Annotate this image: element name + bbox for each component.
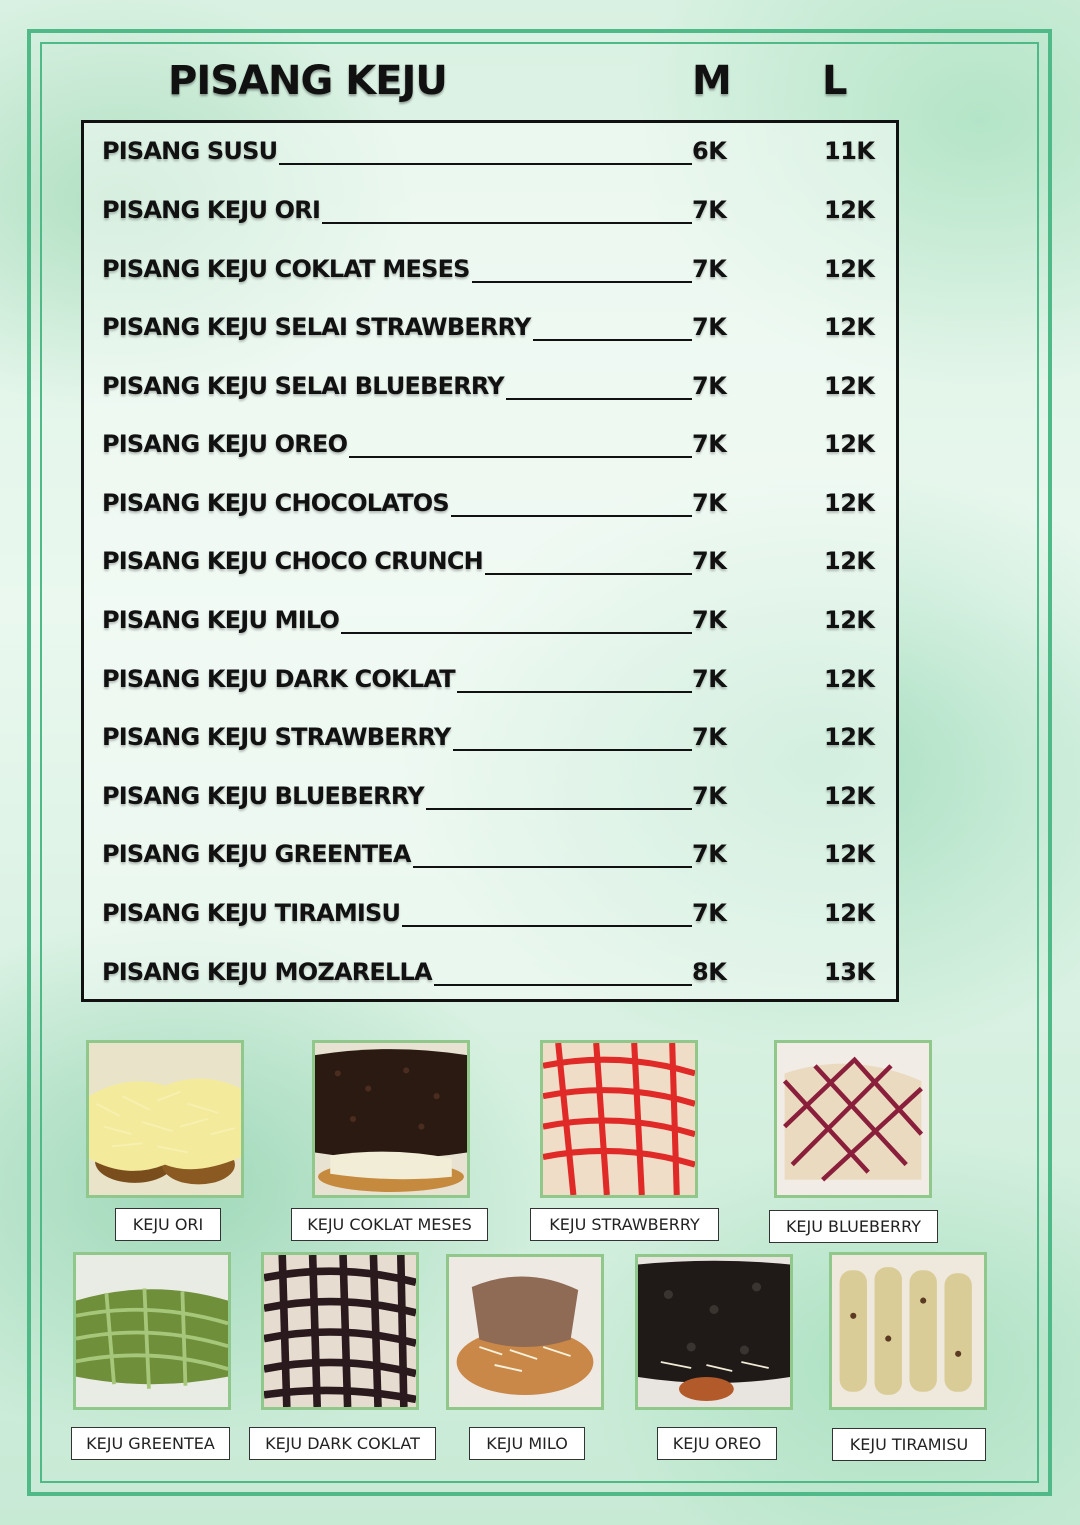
menu-item-name: PISANG KEJU SELAI BLUEBERRY bbox=[102, 372, 504, 400]
caption-keju-greentea: KEJU GREENTEA bbox=[71, 1427, 230, 1460]
photo-keju-coklat-meses bbox=[312, 1040, 470, 1198]
price-m: 7K bbox=[692, 489, 727, 517]
column-header-m: M bbox=[692, 58, 731, 104]
leader-line bbox=[349, 456, 692, 458]
menu-item bbox=[102, 952, 882, 992]
price-l: 12K bbox=[824, 313, 875, 341]
leader-line bbox=[533, 339, 692, 341]
menu-item bbox=[102, 307, 882, 347]
tiramisu-sauce-image bbox=[832, 1255, 984, 1407]
leader-line bbox=[451, 515, 692, 517]
price-m: 7K bbox=[692, 430, 727, 458]
price-l: 12K bbox=[824, 899, 875, 927]
price-m: 7K bbox=[692, 606, 727, 634]
menu-item bbox=[102, 600, 882, 640]
oreo-crumbs-image bbox=[638, 1257, 790, 1407]
menu-title: PISANG KEJU bbox=[168, 58, 447, 104]
photo-keju-oreo bbox=[635, 1254, 793, 1410]
menu-item bbox=[102, 366, 882, 406]
price-l: 13K bbox=[824, 958, 875, 986]
menu-item bbox=[102, 190, 882, 230]
menu-item bbox=[102, 834, 882, 874]
column-header-l: L bbox=[822, 58, 847, 104]
cheese-banana-image bbox=[89, 1043, 241, 1195]
price-m: 7K bbox=[692, 313, 727, 341]
leader-line bbox=[472, 281, 692, 283]
menu-item bbox=[102, 717, 882, 757]
price-m: 7K bbox=[692, 665, 727, 693]
leader-line bbox=[322, 222, 692, 224]
price-l: 12K bbox=[824, 430, 875, 458]
caption-keju-coklat-meses: KEJU COKLAT MESES bbox=[291, 1208, 488, 1241]
price-m: 8K bbox=[692, 958, 727, 986]
price-m: 7K bbox=[692, 547, 727, 575]
leader-line bbox=[426, 808, 692, 810]
menu-item-name: PISANG KEJU MILO bbox=[102, 606, 340, 634]
price-l: 12K bbox=[824, 723, 875, 751]
menu-item-name: PISANG KEJU MOZARELLA bbox=[102, 958, 432, 986]
price-m: 7K bbox=[692, 899, 727, 927]
menu-item bbox=[102, 541, 882, 581]
price-l: 12K bbox=[824, 255, 875, 283]
blueberry-sauce-image bbox=[777, 1043, 929, 1195]
caption-keju-milo: KEJU MILO bbox=[469, 1427, 585, 1460]
menu-item-name: PISANG SUSU bbox=[102, 137, 278, 165]
caption-keju-blueberry: KEJU BLUEBERRY bbox=[769, 1210, 938, 1243]
caption-keju-tiramisu: KEJU TIRAMISU bbox=[832, 1428, 986, 1461]
price-m: 7K bbox=[692, 196, 727, 224]
menu-item-name: PISANG KEJU TIRAMISU bbox=[102, 899, 401, 927]
menu-item bbox=[102, 131, 882, 171]
photo-keju-ori bbox=[86, 1040, 244, 1198]
photo-keju-strawberry bbox=[540, 1040, 698, 1198]
menu-price-list bbox=[81, 120, 899, 1002]
menu-item-name: PISANG KEJU BLUEBERRY bbox=[102, 782, 424, 810]
price-l: 12K bbox=[824, 606, 875, 634]
menu-item-name: PISANG KEJU GREENTEA bbox=[102, 840, 411, 868]
leader-line bbox=[485, 573, 692, 575]
milo-powder-image bbox=[449, 1257, 601, 1407]
greentea-sauce-image bbox=[76, 1255, 228, 1407]
leader-line bbox=[453, 749, 692, 751]
leader-line bbox=[402, 925, 692, 927]
strawberry-sauce-image bbox=[543, 1043, 695, 1195]
photo-keju-dark-coklat bbox=[261, 1252, 419, 1410]
price-l: 12K bbox=[824, 372, 875, 400]
menu-item-name: PISANG KEJU OREO bbox=[102, 430, 348, 458]
photo-keju-tiramisu bbox=[829, 1252, 987, 1410]
menu-item bbox=[102, 893, 882, 933]
price-l: 12K bbox=[824, 665, 875, 693]
photo-keju-blueberry bbox=[774, 1040, 932, 1198]
leader-line bbox=[457, 691, 692, 693]
leader-line bbox=[413, 866, 692, 868]
menu-item-name: PISANG KEJU CHOCOLATOS bbox=[102, 489, 449, 517]
menu-item bbox=[102, 659, 882, 699]
caption-keju-dark-coklat: KEJU DARK COKLAT bbox=[249, 1427, 436, 1460]
leader-line bbox=[506, 398, 692, 400]
leader-line bbox=[434, 984, 692, 986]
photo-keju-milo bbox=[446, 1254, 604, 1410]
chocolate-sprinkles-image bbox=[315, 1043, 467, 1195]
leader-line bbox=[341, 632, 692, 634]
menu-item-name: PISANG KEJU CHOCO CRUNCH bbox=[102, 547, 483, 575]
menu-item bbox=[102, 424, 882, 464]
price-l: 12K bbox=[824, 782, 875, 810]
price-m: 7K bbox=[692, 840, 727, 868]
price-m: 7K bbox=[692, 723, 727, 751]
dark-chocolate-image bbox=[264, 1255, 416, 1407]
photo-keju-greentea bbox=[73, 1252, 231, 1410]
menu-item-name: PISANG KEJU COKLAT MESES bbox=[102, 255, 470, 283]
menu-item bbox=[102, 776, 882, 816]
price-l: 11K bbox=[824, 137, 875, 165]
menu-item bbox=[102, 483, 882, 523]
price-l: 12K bbox=[824, 196, 875, 224]
menu-item-name: PISANG KEJU STRAWBERRY bbox=[102, 723, 451, 751]
caption-keju-ori: KEJU ORI bbox=[115, 1208, 221, 1241]
price-m: 6K bbox=[692, 137, 727, 165]
menu-item-name: PISANG KEJU DARK COKLAT bbox=[102, 665, 455, 693]
menu-item-name: PISANG KEJU SELAI STRAWBERRY bbox=[102, 313, 531, 341]
price-l: 12K bbox=[824, 489, 875, 517]
menu-item bbox=[102, 249, 882, 289]
leader-line bbox=[279, 163, 692, 165]
caption-keju-oreo: KEJU OREO bbox=[657, 1427, 777, 1460]
price-m: 7K bbox=[692, 255, 727, 283]
price-l: 12K bbox=[824, 547, 875, 575]
menu-item-name: PISANG KEJU ORI bbox=[102, 196, 321, 224]
caption-keju-strawberry: KEJU STRAWBERRY bbox=[530, 1208, 719, 1241]
price-l: 12K bbox=[824, 840, 875, 868]
price-m: 7K bbox=[692, 782, 727, 810]
price-m: 7K bbox=[692, 372, 727, 400]
